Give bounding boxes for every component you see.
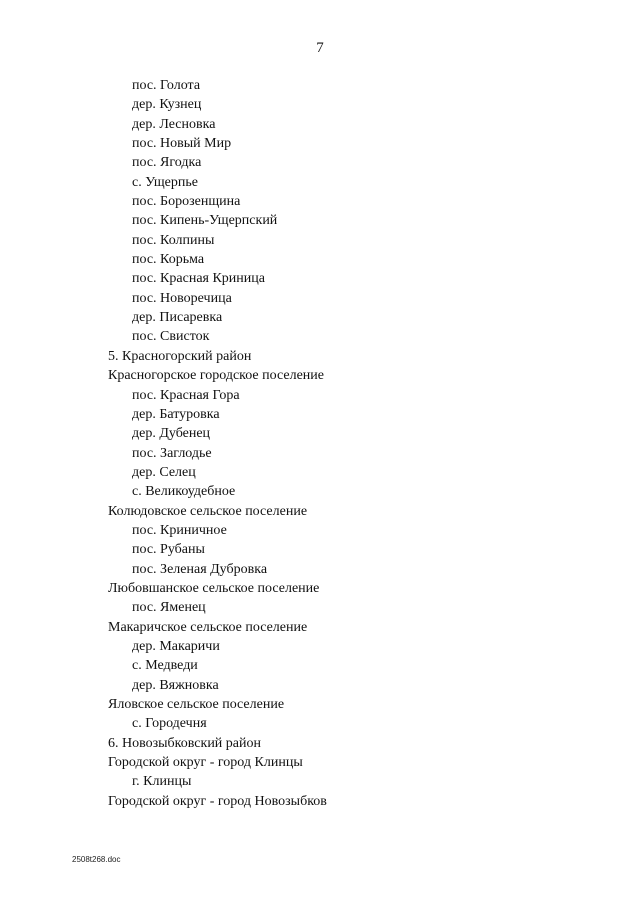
section-heading: Любовшанское сельское поселение (108, 580, 320, 596)
settlement-entry: пос. Заглодье (132, 445, 212, 461)
settlement-entry: дер. Дубенец (132, 426, 211, 442)
settlement-entry: пос. Голота (132, 78, 201, 93)
settlement-entry: с. Великоудебное (132, 484, 236, 500)
settlement-entry: пос. Рубаны (132, 542, 205, 558)
section-heading: Макаричское сельское поселение (108, 619, 308, 635)
document-body (108, 76, 588, 811)
section-heading: Городской округ - город Клинцы (108, 755, 303, 771)
settlement-entry: дер. Кузнец (132, 97, 202, 113)
document-file-code: 2508t268.doc (72, 855, 121, 864)
settlement-entry: пос. Корьма (132, 252, 205, 268)
settlement-entry: дер. Батуровка (132, 406, 220, 422)
section-heading: 5. Красногорский район (108, 348, 252, 364)
section-heading: Колюдовское сельское поселение (108, 503, 308, 519)
settlement-entry: пос. Криничное (132, 522, 227, 538)
settlement-entry: пос. Зеленая Дубровка (132, 561, 268, 577)
settlement-entry: дер. Писаревка (132, 310, 223, 326)
settlement-entry: пос. Ягодка (132, 155, 202, 171)
settlement-entry: с. Медведи (132, 658, 198, 674)
settlement-entry: пос. Кипень-Ущерпский (132, 213, 278, 229)
section-heading: 6. Новозыбковский район (108, 735, 262, 751)
section-heading: Красногорское городское поселение (108, 368, 324, 384)
settlement-entry: пос. Красная Криница (132, 271, 265, 287)
settlement-entry: пос. Колпины (132, 232, 215, 248)
settlement-entry: с. Городечня (132, 716, 207, 732)
section-heading: Городской округ - город Новозыбков (108, 793, 327, 809)
section-heading: Яловское сельское поселение (108, 697, 285, 712)
settlement-entry: дер. Макаричи (132, 638, 220, 654)
settlement-entry: пос. Красная Гора (132, 387, 240, 403)
settlement-entry: пос. Свисток (132, 329, 210, 345)
settlement-entry: г. Клинцы (132, 774, 192, 790)
settlement-entry: дер. Селец (132, 464, 196, 480)
settlement-entry: пос. Яменец (132, 600, 206, 616)
settlement-entry: пос. Борозенщина (132, 194, 241, 210)
settlement-entry: с. Ущерпье (132, 174, 198, 190)
page-number: 7 (316, 40, 324, 56)
settlement-entry: пос. Новоречица (132, 290, 232, 306)
settlement-entry: дер. Вяжновка (132, 677, 219, 693)
settlement-entry: дер. Лесновка (132, 116, 216, 132)
settlement-entry: пос. Новый Мир (132, 136, 232, 152)
